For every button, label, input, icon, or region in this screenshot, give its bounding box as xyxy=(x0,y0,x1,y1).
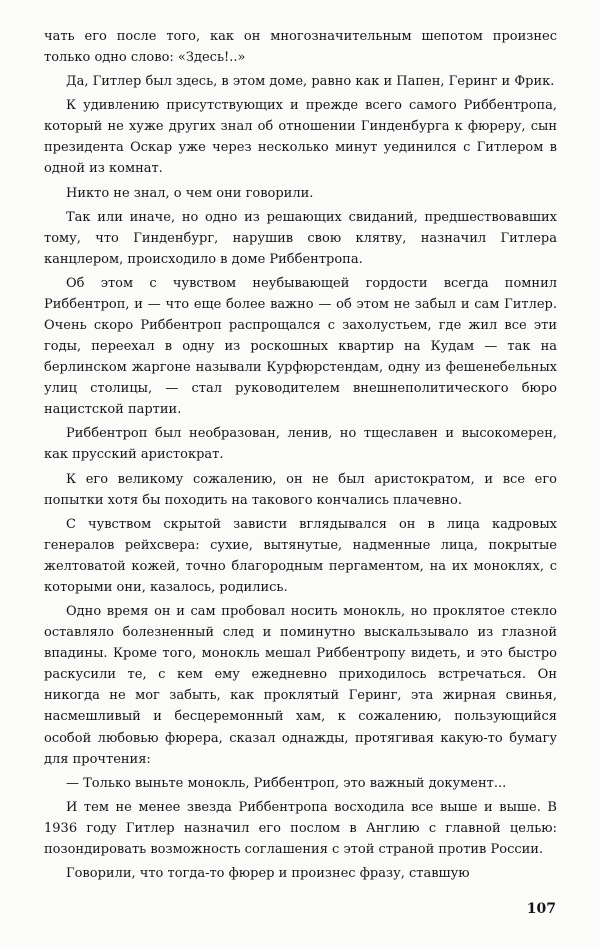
paragraph: Одно время он и сам пробовал носить монокль, но проклятое стекло оставляло болезненный след и поминутно выскальзывало из глазной впадины. Кроме того, монокль мешал Риббентропу видеть, и это быстро раскусили те, с кем ему ежедневно приходилось встречаться. Он никогда не мог забыть, как проклятый Геринг, эта жирная свинья, насмешливый и бесцеремонный хам, к сожалению, пользующийся особой любовью фюрера, сказал однажды, протягивая какую-то бумагу для прочтения: xyxy=(44,604,557,767)
paragraph: чать его после того, как он многозначительным шепотом произнес только одно слово: «Здесь!..» xyxy=(44,29,557,66)
paragraph: — Только выньте монокль, Риббентроп, это важный документ... xyxy=(66,775,507,791)
paragraph: Риббентроп был необразован, ленив, но тщеславен и высокомерен, как прусский аристократ. xyxy=(44,426,557,463)
paragraph: Об этом с чувством неубывающей гордости всегда помнил Риббентроп, и — что еще более важно — об этом не забыл и сам Гитлер. Очень скоро Риббентроп распрощался с захолустьем, где жил все эти годы, переехал в одну из роскошных квартир на Кудам — так на берлинском жаргоне называли Курфюрстендам, одну из фешенебельных улиц столицы, — стал руководителем внешнеполитического бюро нацистской партии. xyxy=(44,275,557,418)
paragraph: Никто не знал, о чем они говорили. xyxy=(66,185,314,201)
body-text xyxy=(44,26,557,887)
paragraph: К удивлению присутствующих и прежде всего самого Риббентропа, который не хуже других знал об отношении Гинденбурга к фюреру, сын президента Оскар уже через несколько минут уединился с Гитлером в одной из комнат. xyxy=(44,98,557,177)
paragraph: Да, Гитлер был здесь, в этом доме, равно как и Папен, Геринг и Фрик. xyxy=(66,74,555,90)
paragraph: К его великому сожалению, он не был аристократом, и все его попытки хотя бы походить на такового кончались плачевно. xyxy=(44,471,557,508)
paragraph: И тем не менее звезда Риббентропа восходила все выше и выше. В 1936 году Гитлер назначил его послом в Англию с главной целью: позондировать возможность соглашения с этой страной против России. xyxy=(44,799,557,857)
page-number: 107 xyxy=(526,901,556,917)
paragraph: Говорили, что тогда-то фюрер и произнес фразу, ставшую xyxy=(66,865,470,881)
paragraph: С чувством скрытой зависти вглядывался он в лица кадровых генералов рейхсвера: сухие, вытянутые, надменные лица, покрытые желтоватой кожей, точно благородным пергаментом, на их моноклях, с которыми они, казалось, родились. xyxy=(44,516,557,595)
paragraph: Так или иначе, но одно из решающих свиданий, предшествовавших тому, что Гинденбург, нарушив свою клятву, назначил Гитлера канцлером, происходило в доме Риббентропа. xyxy=(44,209,557,267)
